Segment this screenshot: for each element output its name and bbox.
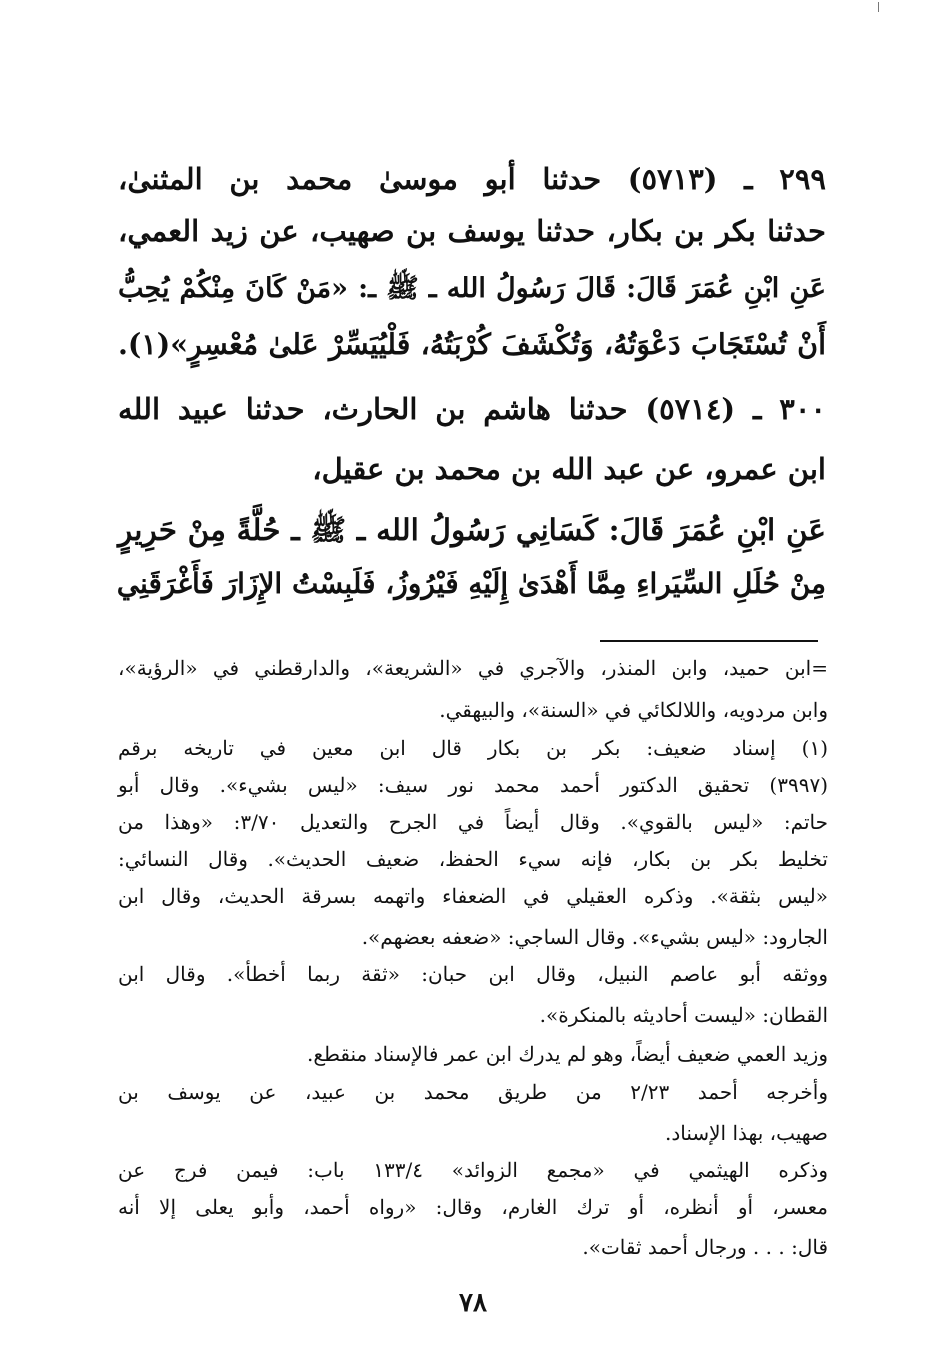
footnote-line: وابن مردويه، واللالكائي في «السنة»، والبيهقي. [439, 698, 828, 722]
footnote-line: الجارود: «ليس بشيء». وقال الساجي: «ضعفه بعضهم». [361, 925, 828, 949]
footnote-line: صهيب، بهذا الإسناد. [665, 1121, 828, 1145]
isnad-line-299-2: حدثنا بكر بن بكار، حدثنا يوسف بن صهيب، عن زيد العمي، [118, 214, 826, 248]
isnad-line-300-1: ٣٠٠ ـ (٥٧١٤) حدثنا هاشم بن الحارث، حدثنا عبيد الله [118, 392, 826, 426]
hadith-text-299-1: عَنِ ابْنِ عُمَرَ قَالَ: قَالَ رَسُولُ الله ـ ﷺ ـ: «مَنْ كَانَ مِنْكُمْ يُحِبُّ [118, 273, 826, 304]
footnote-line: وأخرجه أحمد ٢/٢٣ من طريق محمد بن عبيد، عن يوسف بن [118, 1080, 828, 1104]
isnad-line-299-1: ٢٩٩ ـ (٥٧١٣) حدثنا أبو موسىٰ محمد بن المثنىٰ، [118, 162, 826, 196]
hadith-text-299-2: أَنْ تُسْتَجَابَ دَعْوَتُهُ، وَتُكْشَفَ كُرْبَتُهُ، فَلْيُيَسِّرْ عَلىٰ مُعْسِرٍ»(١). [118, 327, 826, 361]
page-number: ٧٨ [459, 1288, 487, 1318]
footnote-line: وذكره الهيثمي في «مجمع الزوائد» ١٣٣/٤ باب: فيمن فرج عن [118, 1158, 828, 1182]
footnote-line: (٣٩٩٧) تحقيق الدكتور أحمد محمد نور سيف: «ليس بشيء». وقال أبو [118, 773, 828, 797]
scan-mark [878, 2, 879, 12]
hadith-text-300-2: مِنْ حُلَلِ السِّيَراءِ مِمَّا أَهْدَىٰ إِلَيْهِ فَيْرُوزُ، فَلَبِسْتُ الإِزَارَ فَأَغْرَقَنِي [116, 567, 826, 600]
footnote-divider [600, 640, 818, 642]
footnote-line: القطان: «ليست أحاديثه بالمنكرة». [539, 1003, 828, 1027]
footnote-line: ووثقه أبو عاصم النبيل، وقال ابن حبان: «ثقة ربما أخطأ». وقال ابن [118, 962, 828, 986]
footnote-line: تخليط بكر بن بكار، فإنه سيء الحفظ، ضعيف الحديث». وقال النسائي: [118, 847, 828, 871]
footnote-line: وزيد العمي ضعيف أيضاً، وهو لم يدرك ابن عمر فالإسناد منقطع. [306, 1042, 828, 1066]
footnote-line: حاتم: «ليس بالقوي». وقال أيضاً في الجرح والتعديل ٣/٧٠: «وهذا من [118, 810, 829, 834]
footnote-line: (١) إسناد ضعيف: بكر بن بكار قال ابن معين في تاريخه برقم [118, 736, 828, 760]
isnad-line-300-2: ابن عمرو، عن عبد الله بن محمد بن عقيل، [312, 452, 826, 486]
footnote-line: =ابن حميد، وابن المنذر، والآجري في «الشريعة»، والدارقطني في «الرؤية»، [118, 656, 828, 680]
hadith-text-300-1: عَنِ ابْنِ عُمَرَ قَالَ: كَسَانِي رَسُولُ الله ـ ﷺ ـ حُلَّةً مِنْ حَرِيرٍ [118, 512, 826, 547]
footnote-line: «ليس بثقة». وذكره العقيلي في الضعفاء واتهمه بسرقة الحديث، وقال ابن [118, 884, 828, 908]
footnote-line: معسر، أو أنظره، أو ترك الغارم، وقال: «رواه أحمد، وأبو يعلى إلا أنه [118, 1195, 828, 1219]
footnote-line: قال: . . . ورجال أحمد ثقات». [582, 1235, 828, 1259]
